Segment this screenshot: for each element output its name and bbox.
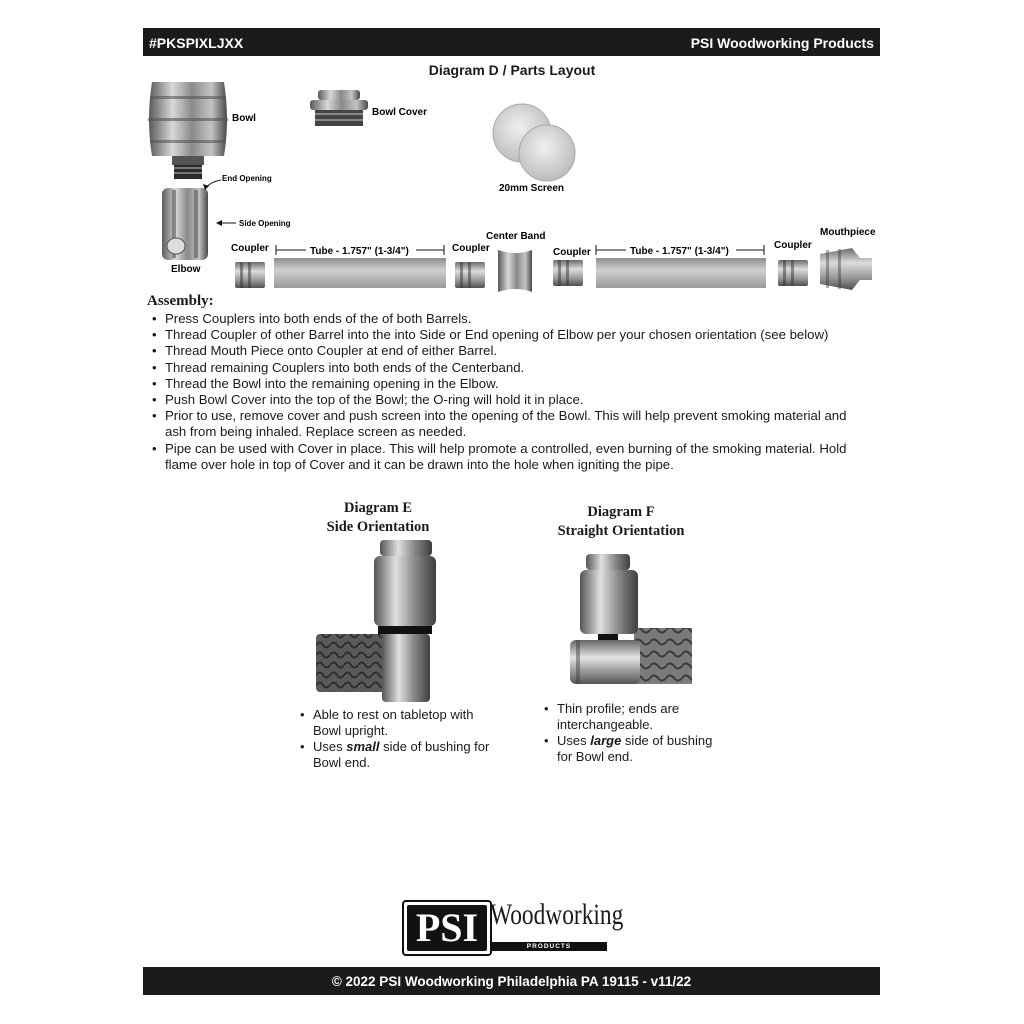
coupler-label-4: Coupler	[774, 240, 812, 251]
parts-layout-diagram	[0, 0, 1024, 300]
diagram-e-title	[300, 499, 456, 537]
coupler-label-3: Coupler	[553, 247, 591, 258]
diagram-f-notes	[543, 701, 713, 765]
assembly-step: • Push Bowl Cover into the top of the Bowl; the O-ring will hold it in place.	[148, 392, 868, 408]
note-emphasis: small	[346, 739, 380, 754]
psi-logo	[402, 900, 492, 956]
note-text: side of bushing for Bowl end.	[557, 733, 713, 764]
diagram-e-title-line1: Diagram E	[343, 500, 413, 516]
elbow-label: Elbow	[171, 264, 201, 275]
diagram-e-title-line2: Side Orientation	[326, 519, 430, 535]
mouthpiece-label: Mouthpiece	[820, 227, 876, 238]
screen-disc-2	[519, 125, 575, 181]
note-text: Uses	[557, 733, 591, 748]
psi-logo-text: PSI	[407, 905, 487, 951]
screen-label: 20mm Screen	[499, 183, 565, 194]
bowl-label: Bowl	[232, 113, 256, 124]
products-logo-text: PRODUCTS	[491, 942, 607, 951]
assembly-steps	[148, 311, 868, 473]
assembly-step: • Prior to use, remove cover and push screen into the opening of the Bowl. This will help prevent smoking material and ash from being inhaled. Replace screen as needed.	[148, 408, 868, 440]
coupler-label-1: Coupler	[231, 243, 269, 254]
coupler-part-2	[455, 262, 485, 288]
tube-part-1	[274, 258, 446, 288]
bowl-cover-part	[310, 90, 368, 126]
assembly-step: • Thread Coupler of other Barrel into the into Side or End opening of Elbow per your chosen orientation (see below)	[148, 327, 868, 343]
diagram-e-note: • Able to rest on tabletop with Bowl upright.	[299, 707, 499, 739]
diagram-f-title-line2: Straight Orientation	[557, 523, 685, 539]
straight-orientation-photo	[570, 552, 692, 684]
diagram-f-title-line1: Diagram F	[587, 504, 655, 520]
diagram-f-title	[538, 503, 704, 541]
assembly-heading: Assembly:	[147, 293, 214, 309]
assembly-step: • Press Couplers into both ends of the of both Barrels.	[148, 311, 868, 327]
tube-part-2	[596, 258, 766, 288]
note-text: Uses	[313, 739, 347, 754]
brand-label: PSI Woodworking Products	[690, 35, 874, 51]
assembly-step: • Thread the Bowl into the remaining opening in the Elbow.	[148, 376, 868, 392]
diagram-f-note: • Thin profile; ends are interchangeable.	[543, 701, 713, 733]
assembly-step: • Pipe can be used with Cover in place. This will help promote a controlled, even burning of the smoking material. Hold flame over hole in top of Cover and it can be drawn into the hole when igniting the pipe.	[148, 441, 868, 473]
elbow-part	[162, 188, 208, 260]
side-opening-label: Side Opening	[239, 219, 291, 228]
end-opening-label: End Opening	[222, 174, 272, 183]
center-band-label: Center Band	[486, 231, 546, 242]
tube-label-2: Tube - 1.757" (1-3/4")	[630, 246, 729, 257]
diagram-d-title: Diagram D / Parts Layout	[428, 62, 596, 78]
diagram-f-note	[543, 733, 713, 765]
sku-label: #PKSPIXLJXX	[149, 35, 244, 51]
side-orientation-photo	[316, 540, 442, 706]
coupler-part-4	[778, 260, 808, 286]
bowl-part	[148, 82, 228, 179]
bowl-cover-label: Bowl Cover	[372, 107, 428, 118]
coupler-label-2: Coupler	[452, 243, 490, 254]
assembly-step: • Thread remaining Couplers into both ends of the Centerband.	[148, 360, 868, 376]
assembly-step: • Thread Mouth Piece onto Coupler at end of either Barrel.	[148, 343, 868, 359]
footer-bar	[143, 967, 880, 995]
woodworking-logo-text: Woodworking	[490, 898, 624, 931]
note-text: side of bushing for Bowl end.	[313, 739, 490, 770]
diagram-e-note	[299, 739, 499, 771]
footer-text: © 2022 PSI Woodworking Philadelphia PA 19115 - v11/22	[331, 974, 692, 989]
diagram-e-notes	[299, 707, 499, 771]
coupler-part-3	[553, 260, 583, 286]
tube-label-1: Tube - 1.757" (1-3/4")	[310, 246, 409, 257]
note-emphasis: large	[590, 733, 622, 748]
mouthpiece-part	[820, 248, 872, 290]
center-band-part	[498, 250, 532, 292]
coupler-part-1	[235, 262, 265, 288]
